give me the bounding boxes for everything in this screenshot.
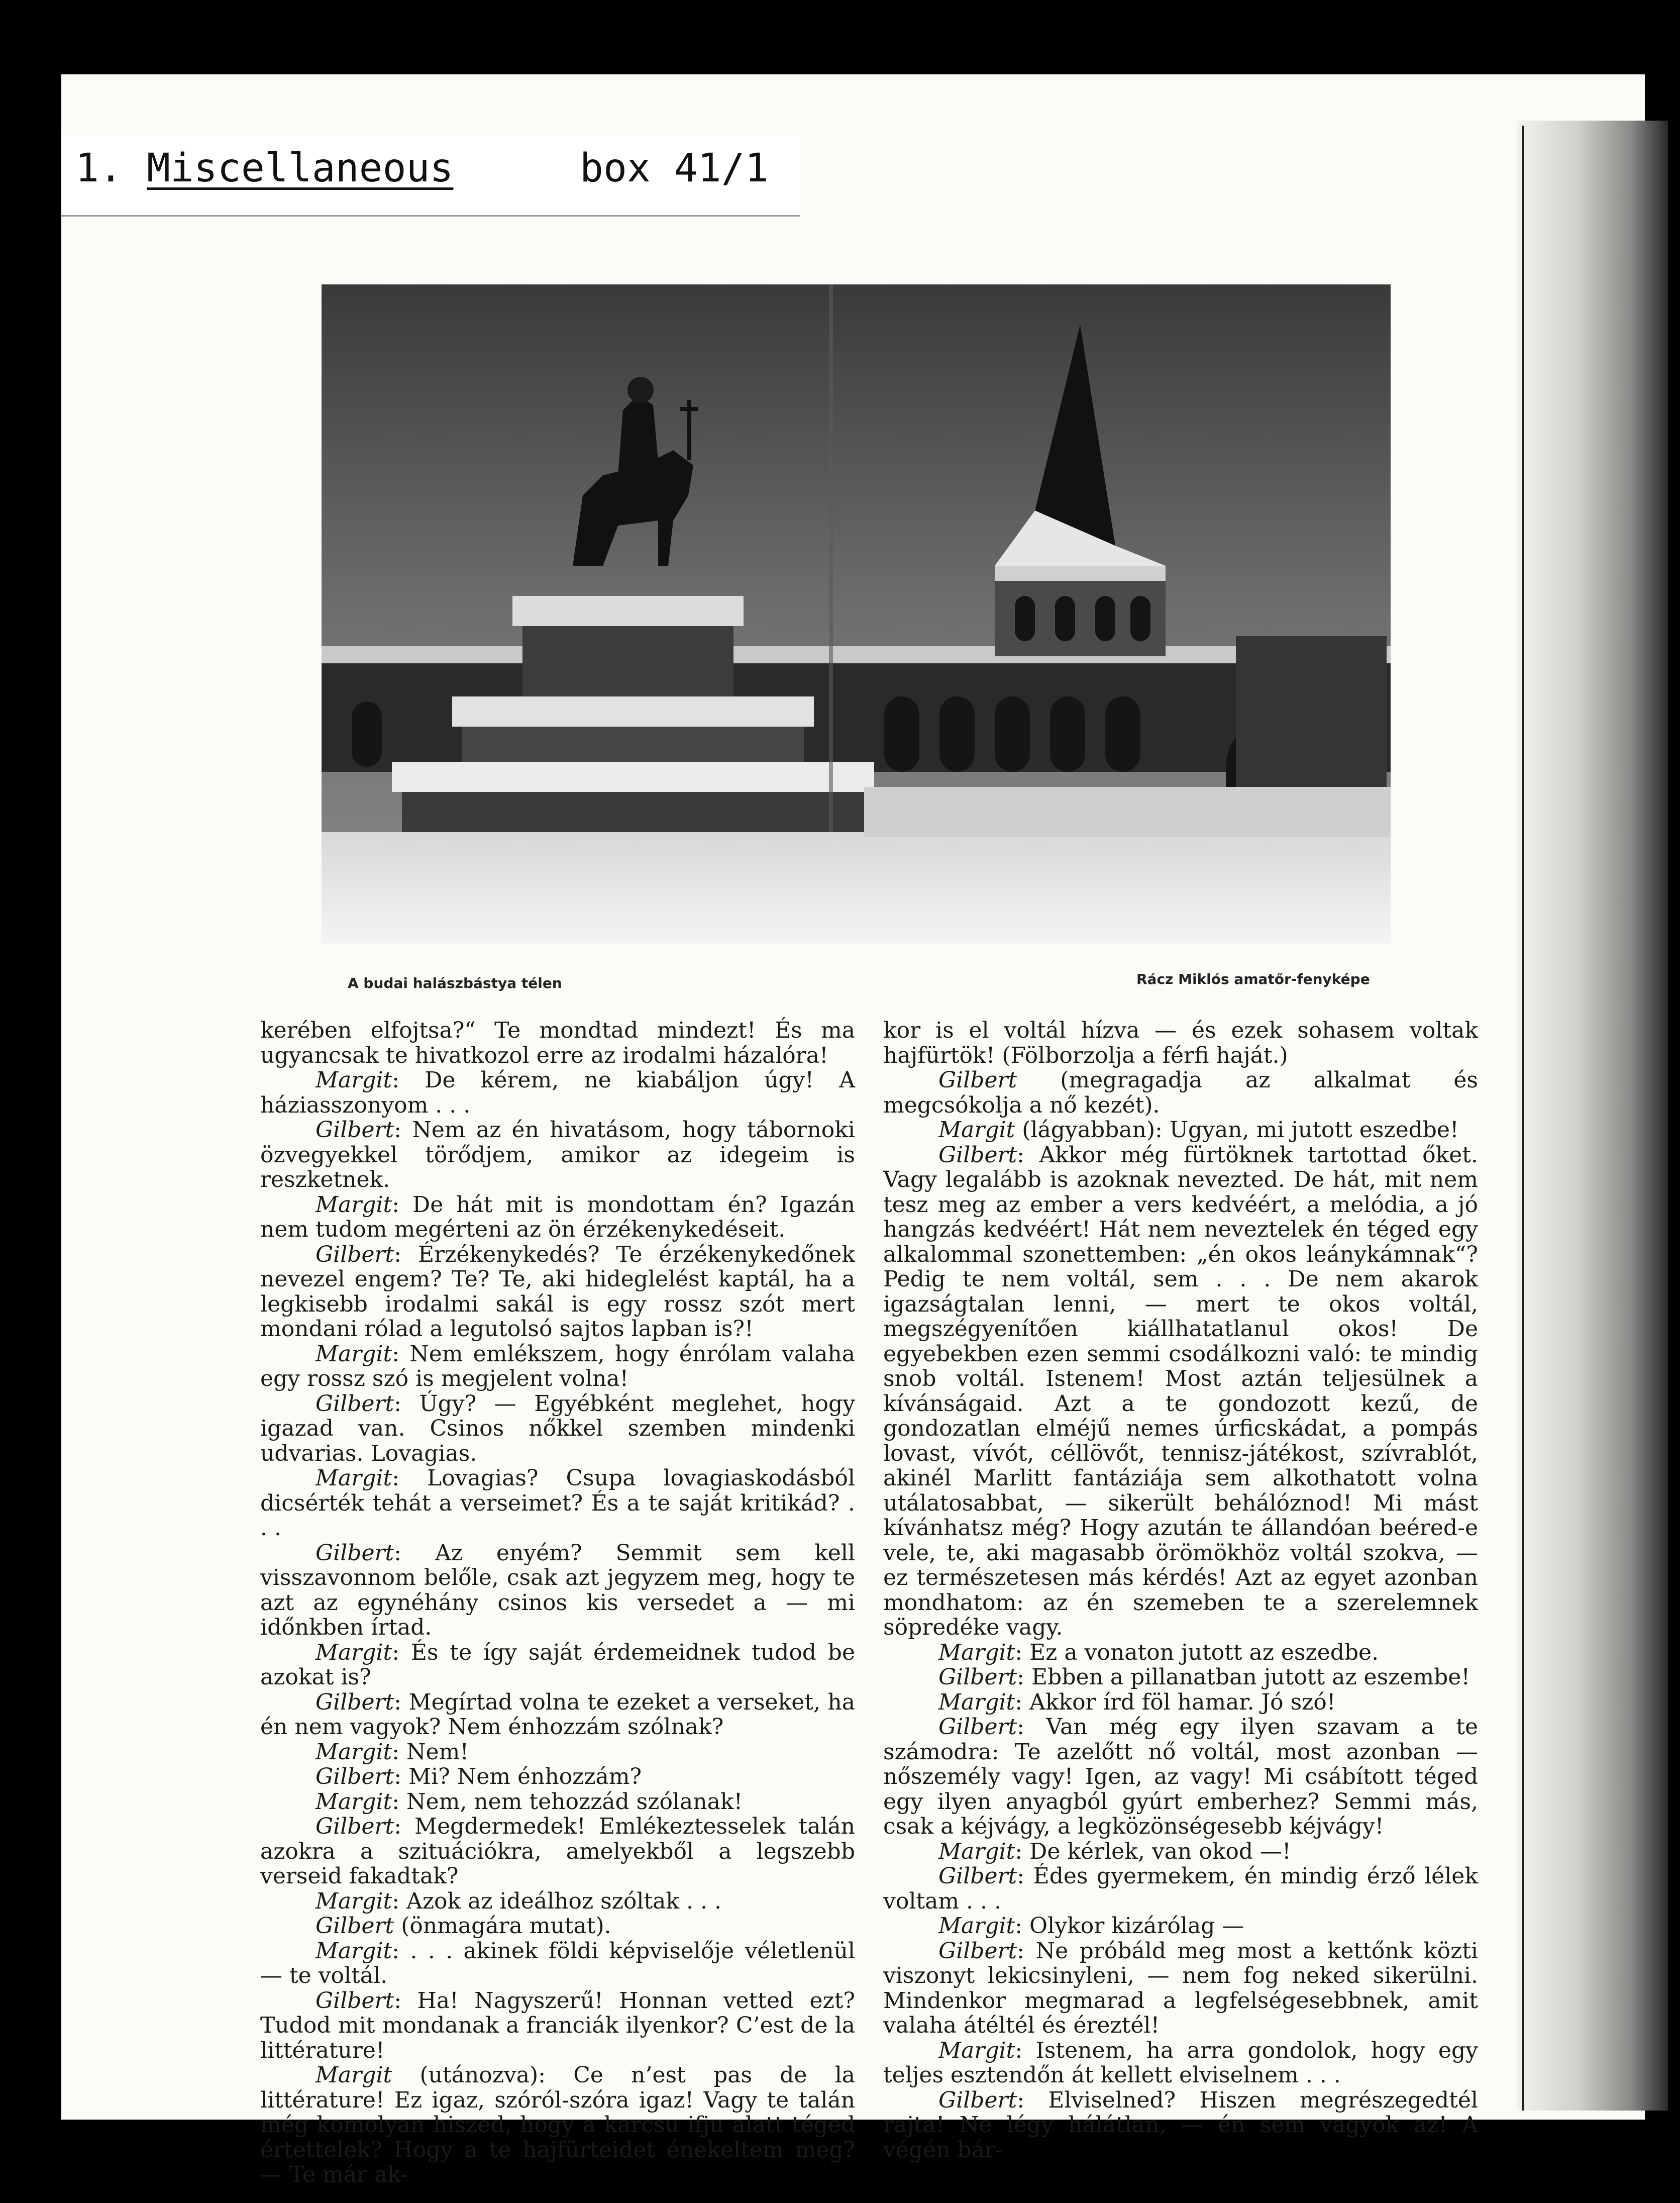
dialogue-paragraph (260, 1466, 855, 1541)
dialogue-text: : Érzékenykedés? Te érzékenykedőnek nevezel engem? Te? Te, aki hideglelést kaptál, ha a legkisebb irodalmi sakál is egy rossz szót mert mondani rólad a legutolsó sajtos lapban is?! (260, 1241, 855, 1342)
dialogue-paragraph (883, 1715, 1478, 1839)
dialogue-text: kerében elfojtsa?“ Te mondtad mindezt! És ma ugyancsak te hivatkozol erre az irodalmi házalóra! (260, 1018, 855, 1068)
dialogue-text: : Van még egy ilyen szavam a te számodra: Te azelőtt nő voltál, most azonban — nőszemély vagy! Igen, az vagy! Mi csábított téged egy ilyen anyagból gyúrt emberhez? Semmi más, csak a kéjvágy, a legközönségesebb kéjvágy! (883, 1714, 1478, 1839)
dialogue-paragraph (260, 2063, 855, 2187)
article-right-column (883, 1018, 1478, 2162)
dialogue-paragraph (883, 1914, 1478, 1939)
speaker-name: Margit (316, 1465, 392, 1491)
dialogue-paragraph (260, 1789, 855, 1815)
dialogue-text: : Édes gyermekem, én mindig érző lélek voltam . . . (883, 1863, 1478, 1914)
dialogue-paragraph (260, 1814, 855, 1889)
dialogue-paragraph (260, 1988, 855, 2063)
page-fold-shadow (1517, 121, 1668, 2111)
dialogue-text: : Nem! (392, 1739, 469, 1765)
dialogue-text: : Ebben a pillanatban jutott az eszembe! (1017, 1664, 1471, 1690)
article-left-column (260, 1018, 855, 2187)
dialogue-text: : Nem, nem tehozzád szólanak! (392, 1788, 743, 1815)
archive-label-category: Miscellaneous (147, 146, 454, 191)
speaker-name: Margit (316, 1639, 392, 1665)
dialogue-paragraph (260, 1740, 855, 1765)
speaker-name: Gilbert (938, 1863, 1017, 1889)
speaker-name: Margit (938, 1838, 1015, 1864)
dialogue-paragraph (883, 1068, 1478, 1118)
dialogue-text: : Az enyém? Semmit sem kell visszavonnom belőle, csak azt jegyzem meg, hogy te azt az egynéhány csinos kis versedet a — mi időnkben írtad. (260, 1540, 855, 1640)
dialogue-paragraph (883, 1839, 1478, 1864)
dialogue-text: : Nem az én hivatásom, hogy tábornoki özvegyekkel törődjem, amikor az idegeim is reszketnek. (260, 1117, 855, 1192)
dialogue-text: : . . . akinek földi képviselője véletlenül — te voltál. (260, 1938, 855, 1988)
dialogue-text: kor is el voltál hízva — és ezek sohasem voltak hajfürtök! (Fölborzolja a férfi haját.) (883, 1018, 1478, 1068)
speaker-name: Gilbert (316, 1987, 394, 2014)
winter-bastion-photo (322, 284, 1391, 944)
speaker-name: Margit (316, 1341, 392, 1367)
dialogue-text: : Nem emlékszem, hogy énrólam valaha egy rossz szó is megjelent volna! (260, 1341, 855, 1391)
speaker-name: Gilbert (316, 1241, 394, 1267)
dialogue-paragraph (260, 1541, 855, 1640)
dialogue-text: : Mi? Nem énhozzám? (394, 1764, 642, 1789)
dialogue-paragraph (883, 1939, 1478, 2038)
speaker-name: Margit (938, 1913, 1015, 1939)
dialogue-paragraph (260, 1192, 855, 1242)
speaker-name: Gilbert (316, 1689, 394, 1715)
dialogue-text: : Ha! Nagyszerű! Honnan vetted ezt? Tudod mit mondanak a franciák ilyenkor? C’est de la littérature! (260, 1987, 855, 2063)
dialogue-paragraph (883, 1118, 1478, 1143)
dialogue-paragraph (260, 1889, 855, 1914)
speaker-name: Margit (316, 1067, 392, 1093)
speaker-name: Margit (938, 1639, 1015, 1665)
dialogue-paragraph (883, 1864, 1478, 1914)
speaker-name: Gilbert (316, 1390, 394, 1417)
photo-illustration (322, 284, 1391, 944)
speaker-name: Gilbert (938, 2087, 1017, 2113)
dialogue-text: : Azok az ideálhoz szóltak . . . (392, 1888, 721, 1914)
speaker-name: Gilbert (316, 1913, 394, 1939)
dialogue-paragraph (883, 1143, 1478, 1640)
dialogue-text: : Megdermedek! Emlékeztesselek talán azokra a szituációkra, amelyekből a legszebb verseid fakadtak? (260, 1814, 855, 1889)
speaker-name: Gilbert (938, 1938, 1017, 1964)
speaker-name: Gilbert (316, 1764, 394, 1789)
dialogue-text: : Akkor még fürtöknek tartottad őket. Vagy legalább is azoknak nevezted. De hát, mit nem tesz meg az ember a vers kedvéért, a melódia, a jó hangzás kedvéért! Hát nem neveztelek én téged egy alkalommal szonettemben: „én okos leánykámnak“? Pedig te nem voltál, sem . . . De nem akarok igazságtalan lenni, — mert te okos voltál, megszégyenítően kiállhatatlanul okos! De egyebekben ezen semmi csodálkozni való: te mindig snob voltál. Istenem! Most aztán teljesülnek a kívánságaid. Azt a te gondozott kezű, de gondozatlan elméjű nemes úrficskádat, a pompás lovast, vívót, céllövőt, tennisz-játékost, szívrablót, akinél Marlitt fantáziája sem alkothatott volna utálatosabbat, — sikerült behálóznod! Mi mást kívánhatsz még? Hogy azután te állandóan beéred-e vele, te, aki magasabb örömökhöz voltál szokva, — ez természetesen más kérdés! Azt az egyet azonban mondhatom: az én szemeben te a szerelemnek söpredéke vagy. (883, 1142, 1478, 1640)
dialogue-text: : Elviselned? Hiszen megrészegedtél rajta! Ne légy hálátlan, — én sem vagyok az! A végén bár- (883, 2087, 1478, 2163)
speaker-name: Margit (316, 1739, 392, 1765)
dialogue-paragraph (260, 1914, 855, 1939)
speaker-name: Margit (938, 2037, 1015, 2063)
dialogue-paragraph (883, 1018, 1478, 1068)
speaker-name: Gilbert (938, 1067, 1017, 1093)
speaker-name: Gilbert (938, 1664, 1017, 1690)
speaker-name: Margit (316, 1888, 392, 1914)
speaker-name: Gilbert (316, 1540, 394, 1566)
dialogue-paragraph (260, 1690, 855, 1740)
dialogue-text: : Lovagias? Csupa lovagiaskodásból dicsérték tehát a verseimet? És a te saját kritikád? . . . (260, 1465, 855, 1541)
photo-caption-title: A budai halászbástya télen (348, 975, 562, 991)
speaker-name: Gilbert (938, 1714, 1017, 1740)
dialogue-paragraph (260, 1939, 855, 1988)
speaker-name: Gilbert (938, 1142, 1017, 1168)
dialogue-text: : De kérem, ne kiabáljon úgy! A háziasszonyom . . . (260, 1067, 855, 1118)
dialogue-text: : Ez a vonaton jutott az eszedbe. (1015, 1639, 1379, 1665)
dialogue-text: (utánozva): Ce n’est pas de la littérature! Ez igaz, szóról-szóra igaz! Vagy te talán még komolyan hiszed, hogy a karcsu ifju alatt téged értettelek? Hogy a te hajfürteidet énekeltem meg? — Te már ak- (260, 2062, 855, 2187)
dialogue-paragraph (883, 2038, 1478, 2088)
speaker-name: Gilbert (316, 1117, 394, 1143)
dialogue-paragraph (260, 1640, 855, 1690)
dialogue-text: : Úgy? — Egyébként meglehet, hogy igazad van. Csinos nőkkel szemben mindenki udvarias. Lovagias. (260, 1390, 855, 1466)
photo-caption-credit: Rácz Miklós amatőr-fenyképe (1136, 971, 1370, 987)
dialogue-paragraph (260, 1018, 855, 1068)
dialogue-text: : De hát mit is mondottam én? Igazán nem tudom megérteni az ön érzékenykedéseit. (260, 1191, 855, 1242)
speaker-name: Margit (316, 1938, 392, 1964)
dialogue-paragraph (260, 1764, 855, 1789)
dialogue-paragraph (883, 1690, 1478, 1715)
dialogue-text: : Istenem, ha arra gondolok, hogy egy teljes esztendőn át kellett elviselnem . . . (883, 2037, 1478, 2088)
dialogue-paragraph (260, 1342, 855, 1391)
dialogue-paragraph (260, 1391, 855, 1466)
dialogue-text: (önmagára mutat). (394, 1913, 611, 1939)
speaker-name: Margit (316, 1788, 392, 1815)
speaker-name: Margit (316, 1191, 392, 1218)
dialogue-text: : És te így saját érdemeidnek tudod be azokat is? (260, 1639, 855, 1690)
dialogue-paragraph (883, 1665, 1478, 1690)
dialogue-paragraph (883, 2088, 1478, 2163)
speaker-name: Margit (938, 1117, 1015, 1143)
dialogue-text: (lágyabban): Ugyan, mi jutott eszedbe! (1015, 1117, 1459, 1143)
speaker-name: Margit (938, 1689, 1015, 1715)
dialogue-text: : De kérlek, van okod —! (1015, 1838, 1291, 1864)
dialogue-paragraph (883, 1640, 1478, 1665)
dialogue-text: : Ne próbáld meg most a kettőnk közti viszonyt lekicsinyleni, — nem fog neked sikerülni. Mindenkor megmarad a legfelségesebbnek, amit valaha átéltél és éreztél! (883, 1938, 1478, 2038)
dialogue-text: : Megírtad volna te ezeket a verseket, ha én nem vagyok? Nem énhozzám szólnak? (260, 1689, 855, 1740)
dialogue-text: (megragadja az alkalmat és megcsókolja a nő kezét). (883, 1067, 1478, 1118)
archive-label-number: 1. (75, 146, 123, 191)
speaker-name: Gilbert (316, 1814, 394, 1839)
dialogue-text: : Olykor kizárólag — (1015, 1913, 1244, 1939)
dialogue-paragraph (260, 1068, 855, 1118)
sheet-edge-line (1522, 126, 1524, 2111)
speaker-name: Margit (316, 2062, 392, 2088)
archive-label-box: box 41/1 (580, 146, 769, 191)
dialogue-paragraph (260, 1118, 855, 1192)
dialogue-text: : Akkor írd föl hamar. Jó szó! (1015, 1689, 1336, 1715)
dialogue-paragraph (260, 1242, 855, 1342)
